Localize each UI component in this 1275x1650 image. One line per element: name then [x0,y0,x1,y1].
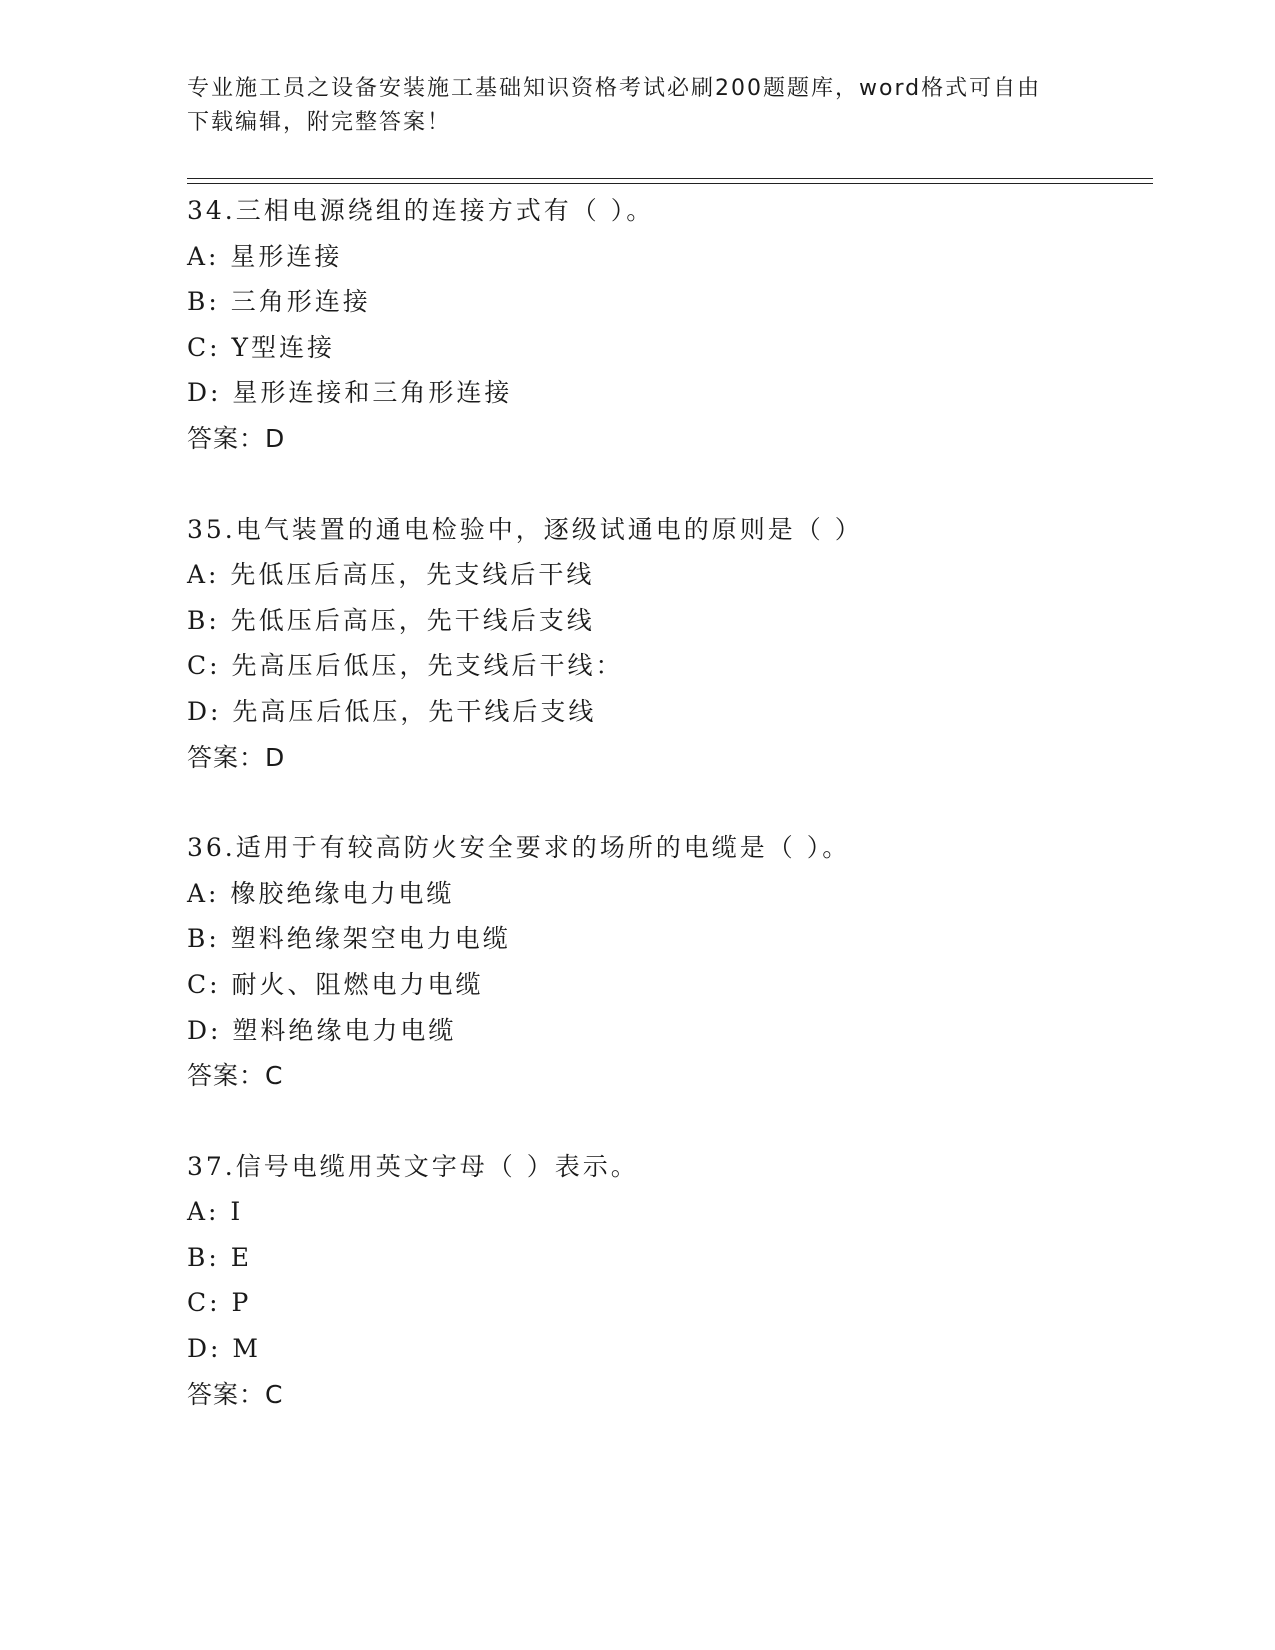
header-divider-bottom [187,183,1153,184]
option-c: C: P [187,1288,252,1318]
header-line-1: 专业施工员之设备安装施工基础知识资格考试必刷200题题库，word格式可自由 [187,76,1042,101]
question-34 [187,188,1153,462]
question-stem: 36.适用于有较高防火安全要求的场所的电缆是（ ）。 [187,833,851,863]
option-a: A: 橡胶绝缘电力电缆 [187,878,455,908]
answer: 答案：D [187,423,286,453]
option-a: A: 先低压后高压，先支线后干线 [187,560,595,590]
option-c: C: Y型连接 [187,332,336,362]
option-d: D: 先高压后低压，先干线后支线 [187,696,597,726]
option-d: D: 塑料绝缘电力电缆 [187,1015,457,1045]
question-stem: 37.信号电缆用英文字母（ ）表示。 [187,1151,639,1181]
question-37 [187,1144,1153,1418]
question-stem: 34.三相电源绕组的连接方式有（ ）。 [187,196,655,225]
question-36 [187,825,1153,1099]
question-list [187,188,1153,1417]
option-b: B: 三角形连接 [187,287,371,317]
header-line-2: 下载编辑，附完整答案！ [187,110,452,135]
question-stem: 35.电气装置的通电检验中，逐级试通电的原则是（ ） [187,514,863,544]
option-d: D: M [187,1334,262,1364]
answer: 答案：C [187,1061,284,1091]
option-c: C: 耐火、阻燃电力电缆 [187,969,484,999]
header-divider-top [187,178,1153,179]
option-a: A: I [187,1197,244,1227]
option-b: B: 先低压后高压，先干线后支线 [187,605,595,635]
option-b: B: 塑料绝缘架空电力电缆 [187,924,511,954]
question-35 [187,507,1153,781]
answer: 答案：C [187,1379,284,1409]
document-header [187,72,1067,140]
option-c: C: 先高压后低压，先支线后干线： [187,651,624,681]
answer: 答案：D [187,742,286,772]
option-b: B: E [187,1242,252,1272]
option-a: A: 星形连接 [187,241,343,271]
option-d: D: 星形连接和三角形连接 [187,378,513,408]
